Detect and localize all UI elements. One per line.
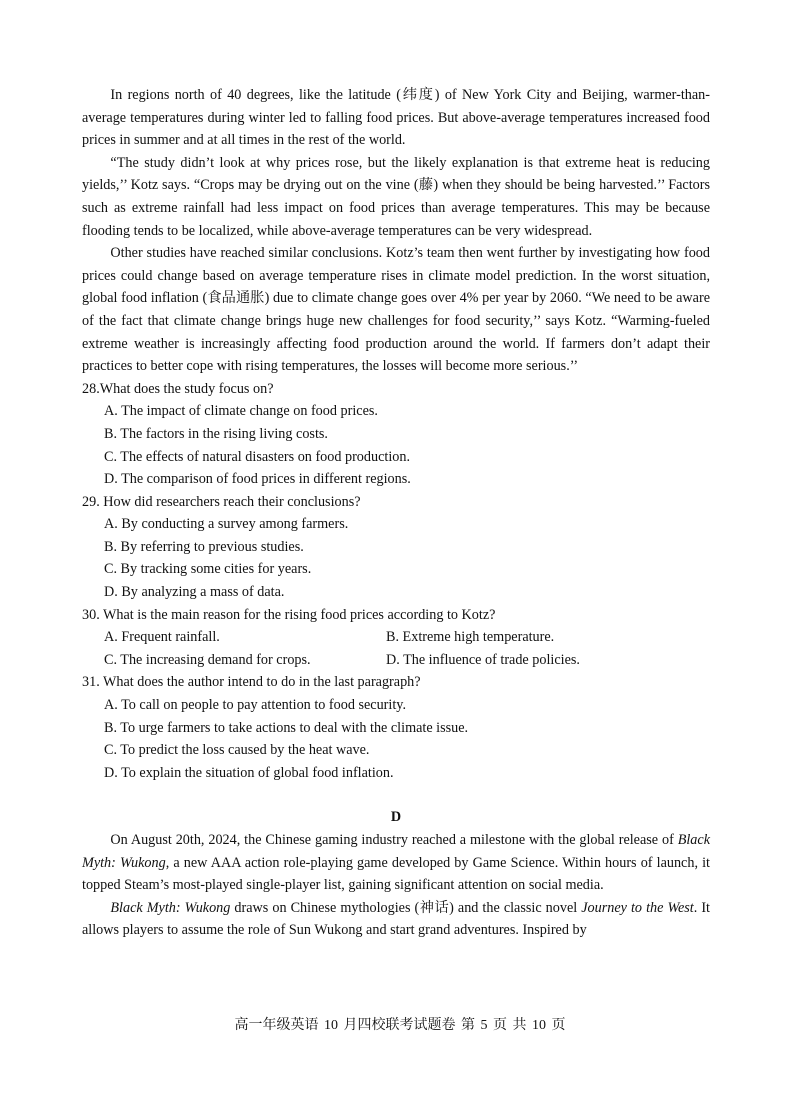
novel-title: Journey to the West: [581, 899, 694, 916]
passage-d-paragraph-1: [82, 829, 710, 897]
question-31: [82, 671, 710, 784]
section-heading-d: D: [390, 809, 402, 826]
options-row-2: [104, 649, 710, 672]
option-a: A. To call on people to pay attention to food security.: [104, 697, 406, 714]
text-segment: On August 20th, 2024, the Chinese gaming industry reached a milestone with the global release of: [110, 832, 678, 848]
option-a: A. By conducting a survey among farmers.: [104, 516, 349, 533]
question-29: [82, 491, 710, 604]
question-stem: 29. How did researchers reach their conclusions?: [82, 493, 361, 510]
question-30: [82, 604, 710, 672]
exam-page: [82, 84, 710, 942]
options-row-1: [104, 626, 710, 649]
option-c: C. By tracking some cities for years.: [104, 561, 312, 578]
passage-d-paragraph-2: [82, 897, 710, 942]
option-d: D. The comparison of food prices in different regions.: [104, 471, 411, 488]
option-b: B. To urge farmers to take actions to deal with the climate issue.: [104, 719, 469, 736]
question-stem: 28.What does the study focus on?: [82, 380, 274, 397]
option-d: D. To explain the situation of global food inflation.: [104, 764, 394, 781]
option-b: B. Extreme high temperature.: [386, 629, 555, 646]
text-segment: , a new AAA action role-playing game developed by Game Science. Within hours of launch, it topped Steam’s most-played single-player list, gaining significant attention on social media.: [82, 854, 710, 894]
option-c: C. The increasing demand for crops.: [104, 651, 311, 668]
option-a: A. The impact of climate change on food prices.: [104, 403, 378, 420]
page-footer: 高一年级英语 10 月四校联考试题卷 第 5 页 共 10 页: [234, 1018, 566, 1033]
game-title: Black Myth: Wukong: [110, 899, 231, 916]
question-stem: 30. What is the main reason for the rising food prices according to Kotz?: [82, 606, 496, 623]
text-segment: draws on Chinese mythologies (神话) and the classic novel: [230, 899, 582, 916]
passage-c-paragraph-2: “The study didn’t look at why prices rose, but the likely explanation is that extreme heat is reducing yields,’’ Kotz says. “Crops may be drying out on the vine (藤) when they should be being harvested.’’ Factors such as extreme rainfall had less impact on food prices than average temperatures. This may be because flooding tends to be localized, while above-average temperatures can be very widespread.: [82, 154, 710, 239]
option-a: A. Frequent rainfall.: [104, 629, 220, 646]
option-d: D. The influence of trade policies.: [386, 651, 580, 668]
game-title: Black Myth: Wukong: [82, 832, 710, 871]
question-28: [82, 378, 710, 491]
option-b: B. By referring to previous studies.: [104, 538, 304, 555]
text-segment: . It allows players to assume the role of Sun Wukong and start grand adventures. Inspired by: [82, 899, 710, 939]
option-c: C. The effects of natural disasters on food production.: [104, 448, 411, 465]
option-c: C. To predict the loss caused by the heat wave.: [104, 742, 370, 759]
option-d: D. By analyzing a mass of data.: [104, 584, 285, 601]
passage-c-paragraph-1: In regions north of 40 degrees, like the latitude (纬度) of New York City and Beijing, warmer-than-average temperatures during winter led to falling food prices. But above-average temperatures increased food prices in summer and at all times in the rest of the world.: [82, 87, 710, 149]
question-stem: 31. What does the author intend to do in the last paragraph?: [82, 674, 421, 691]
option-b: B. The factors in the rising living costs.: [104, 425, 328, 442]
passage-c-paragraph-3: Other studies have reached similar conclusions. Kotz’s team then went further by investigating how food prices could change based on average temperature rises in climate model prediction. In the worst situation, global food inflation (食品通胀) due to climate change goes over 4% per year by 2060. “We need to be aware of the fact that climate change brings huge new challenges for food security,’’ says Kotz. “Warming-fueled extreme weather is increasingly affecting food production around the world. If farmers don’t adapt their practices to better cope with rising temperatures, the losses will become more serious.’’: [82, 245, 710, 375]
